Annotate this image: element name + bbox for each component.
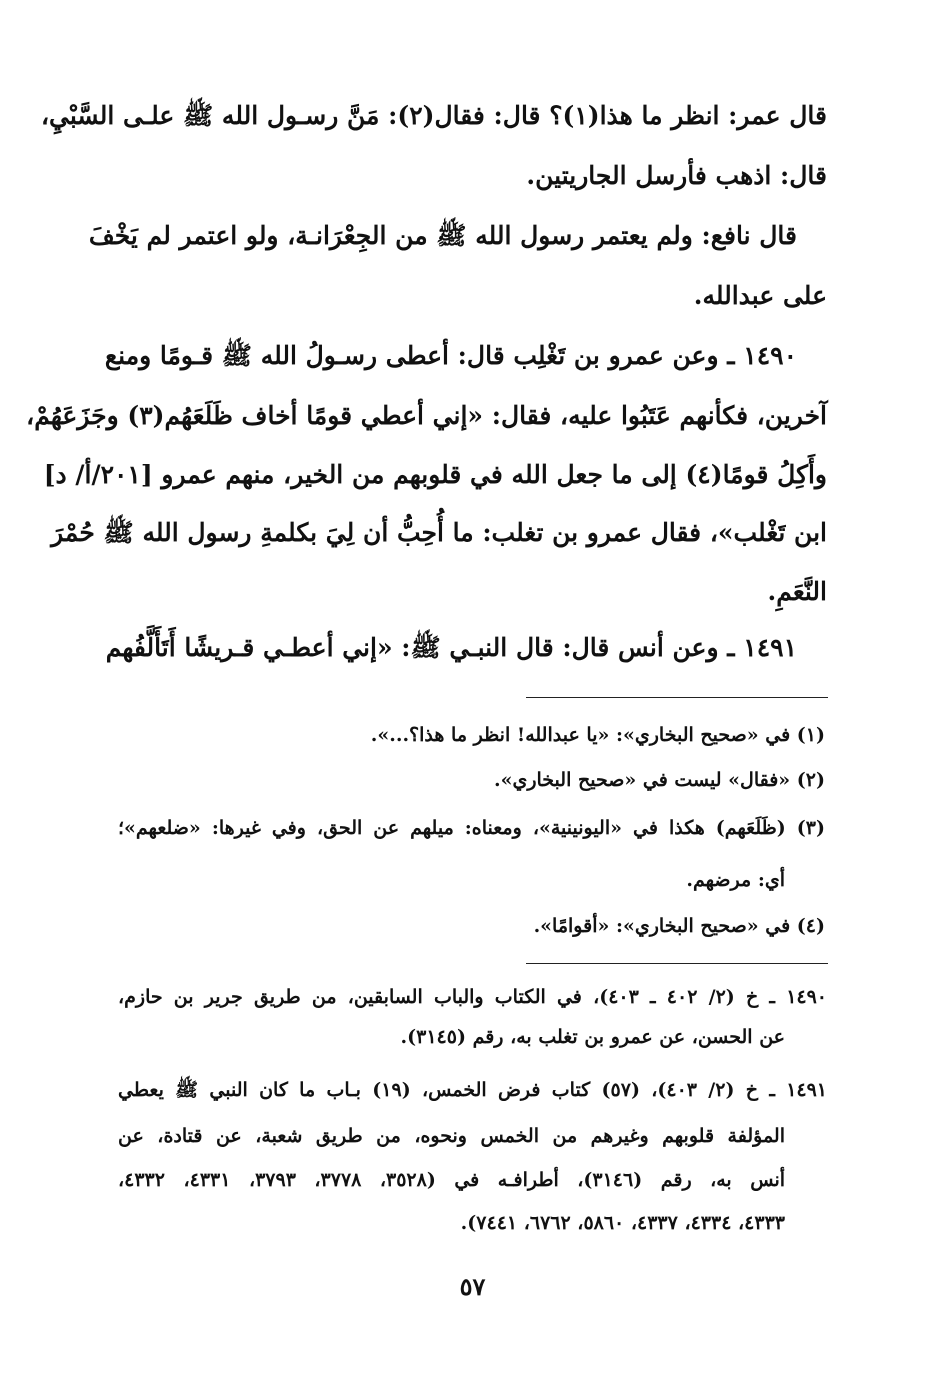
source-1490-line-2: عن الحسن، عن عمرو بن تغلب به، رقم (٣١٤٥). [400,1026,785,1048]
main-text-line-9: النَّعَمِ. [767,577,827,606]
sources-separator [526,963,828,964]
footnote-2: (٢) «فقال» ليست في «صحيح البخاري». [493,769,825,791]
main-text-line-4: على عبدالله. [693,281,827,310]
source-1491-line-2: المؤلفة قلوبهم وغيرهم من الخمس ونحوه، من طريق شعبة، عن قتادة، عن [118,1125,785,1147]
main-text-line-2: قال: اذهب فأرسل الجاريتين. [526,161,827,190]
footnote-4: (٤) في «صحيح البخاري»: «أقوامًا». [533,915,825,937]
main-text-line-1: قال عمر: انظر ما هذا(١)؟ قال: فقال(٢): مَنَّ رسـول الله ﷺ علـى السَّبْيِ، [40,101,827,130]
main-text-line-3: قال نافع: ولم يعتمر رسول الله ﷺ من الجِعْرَانـة، ولو اعتمر لم يَخْفَ [88,221,797,250]
main-text-line-8: ابن تَغْلب»، فقال عمرو بن تغلب: ما أُحِبُّ أن لِيَ بكلمةِ رسول الله ﷺ حُمْرَ [51,518,827,547]
main-text-line-6: آخرين، فكأنهم عَتَبُوا عليه، فقال: «إني أعطي قومًا أخاف ظَلَعَهُم(٣) وجَزَعَهُمْ، [26,401,827,430]
footnote-3: (٣) (ظَلَعَهم) هكذا في «اليونينية»، ومعناه: ميلهم عن الحق، وفي غيرها: «ضلعهم»؛ [118,817,825,839]
source-1490-line-1: ١٤٩٠ ـ خ (٢/ ٤٠٢ ـ ٤٠٣)، في الكتاب والباب السابقين، من طريق جرير بن حازم، [118,986,828,1008]
main-text-line-5: ١٤٩٠ ـ وعن عمرو بن تَغْلِب قال: أعطى رسـولُ الله ﷺ قـومًا ومنع [104,341,797,370]
main-text-line-7: وأَكِلُ قومًا(٤) إلى ما جعل الله في قلوبهم من الخير، منهم عمرو [٢٠١/أ/ د] [43,460,827,489]
source-1491-line-4: ٤٣٣٣، ٤٣٣٤، ٤٣٣٧، ٥٨٦٠، ٦٧٦٢، ٧٤٤١). [460,1212,785,1234]
source-1491-line-1: ١٤٩١ ـ خ (٢/ ٤٠٣)، (٥٧) كتاب فرض الخمس، (١٩) بـاب ما كان النبي ﷺ يعطي [118,1079,828,1101]
source-1491-line-3: أنس به، رقم (٣١٤٦)، أطرافـه في (٣٥٢٨، ٣٧٧٨، ٣٧٩٣، ٤٣٣١، ٤٣٣٢، [118,1169,786,1191]
footnote-separator [526,697,828,698]
page-number: ٥٧ [459,1272,486,1301]
footnote-3-continuation: أي: مرضهم. [686,869,785,891]
main-text-line-10: ١٤٩١ ـ وعن أنس قال: قال النبـي ﷺ: «إني أعطـي قـريشًا أَتَأَلَّفُهم [105,633,797,662]
footnote-1: (١) في «صحيح البخاري»: «يا عبدالله! انظر ما هذا؟...». [370,724,825,746]
